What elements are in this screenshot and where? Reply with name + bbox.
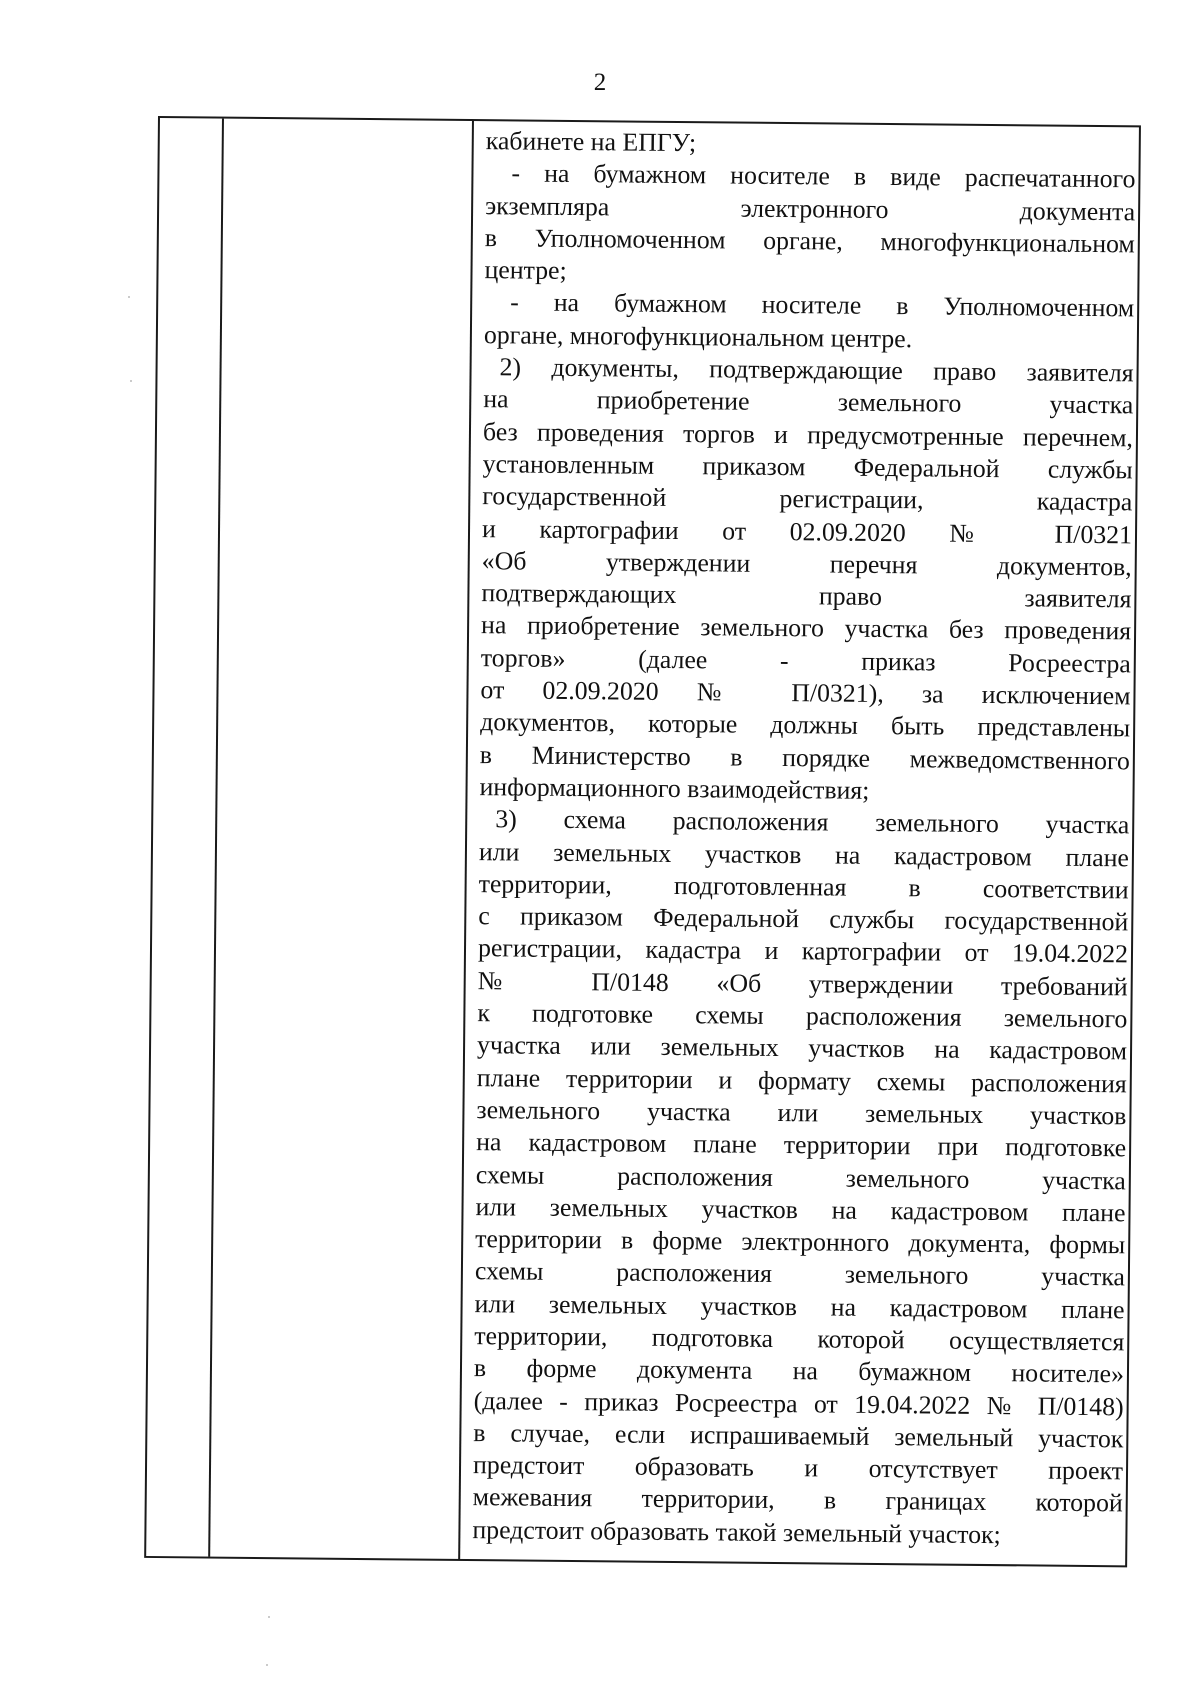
text-line: регистрации, кадастра и картографии от 19.04.2022 [477,933,1129,969]
text-line: в Уполномоченном органе, многофункциональном [484,223,1135,259]
text-line: от 02.09.2020 № П/0321), за исключением [480,675,1131,711]
text-line: участка или земельных участков на кадастровом [476,1030,1128,1066]
text-line: - на бумажном носителе в Уполномоченном [510,287,1135,323]
text-line: экземпляра электронного документа [485,190,1136,226]
text-line: 2) документы, подтверждающие право заявителя [499,352,1134,388]
text-line: подтверждающих право заявителя [481,578,1132,614]
text-line: схемы расположения земельного участка [474,1256,1126,1292]
text-line: кабинете на ЕПГУ; [485,126,697,158]
text-line: без проведения торгов и предусмотренные перечнем, [482,416,1134,453]
text-line: государственной регистрации, кадастра [482,481,1133,517]
text-line: территории в форме электронного документа, формы [475,1224,1126,1260]
text-line: установленным приказом Федеральной службы [482,449,1133,485]
text-line: и картографии от 02.09.2020 № П/0321 [481,513,1133,549]
text-line: или земельных участков на кадастровом плане [474,1288,1125,1325]
text-line: торгов» (далее - приказ Росреестра [480,642,1131,679]
text-line: в случае, если испрашиваемый земельный участок [473,1417,1124,1454]
text-line: (далее - приказ Росреестра от 19.04.2022 № П/0148) [473,1385,1124,1421]
text-line: межевания территории, в границах которой [472,1482,1123,1518]
table-cell-text [472,125,1136,1552]
text-line: или земельных участков на кадастровом плане [478,836,1130,872]
text-line: «Об утверждении перечня документов, [481,545,1132,582]
document-table [144,116,1141,1567]
text-line: - на бумажном носителе в виде распечатанного [511,158,1136,194]
text-line: плане территории и формату схемы расположения [476,1062,1127,1098]
text-line: информационного взаимодействия; [479,772,870,805]
text-line: на кадастровом плане территории при подготовке [476,1127,1127,1163]
page-number: 2 [593,69,607,96]
text-line: на приобретение земельного участка без проведения [480,610,1132,646]
text-line: документов, которые должны быть представлены [480,707,1131,743]
text-line: с приказом Федеральной службы государственной [478,901,1129,937]
text-line: схемы расположения земельного участка [475,1159,1126,1195]
text-line: центре; [484,255,567,286]
scan-speck [266,1664,268,1666]
text-line: 3) схема расположения земельного участка [495,804,1130,840]
text-line: органе, многофункциональном центре. [483,319,913,354]
scan-speck [268,1616,270,1618]
column-divider-2 [458,121,474,1559]
scan-speck [130,380,132,382]
text-line: территории, подготовка которой осуществляется [474,1321,1125,1357]
column-divider-1 [208,119,224,1557]
text-line: в форме документа на бумажном носителе» [473,1353,1125,1389]
text-line: или земельных участков на кадастровом плане [475,1191,1126,1228]
scan-speck [128,296,130,298]
text-line: предстоит образовать и отсутствует проект [472,1450,1124,1486]
text-line: территории, подготовленная в соответствии [478,868,1129,905]
text-line: земельного участка или земельных участков [476,1095,1127,1131]
text-line: в Министерство в порядке межведомственного [479,739,1130,775]
text-line: на приобретение земельного участка [483,384,1134,420]
text-line: предстоит образовать такой земельный участок; [472,1514,1001,1549]
text-line: к подготовке схемы расположения земельного [477,998,1128,1034]
text-line: № П/0148 «Об утверждении требований [477,965,1128,1002]
